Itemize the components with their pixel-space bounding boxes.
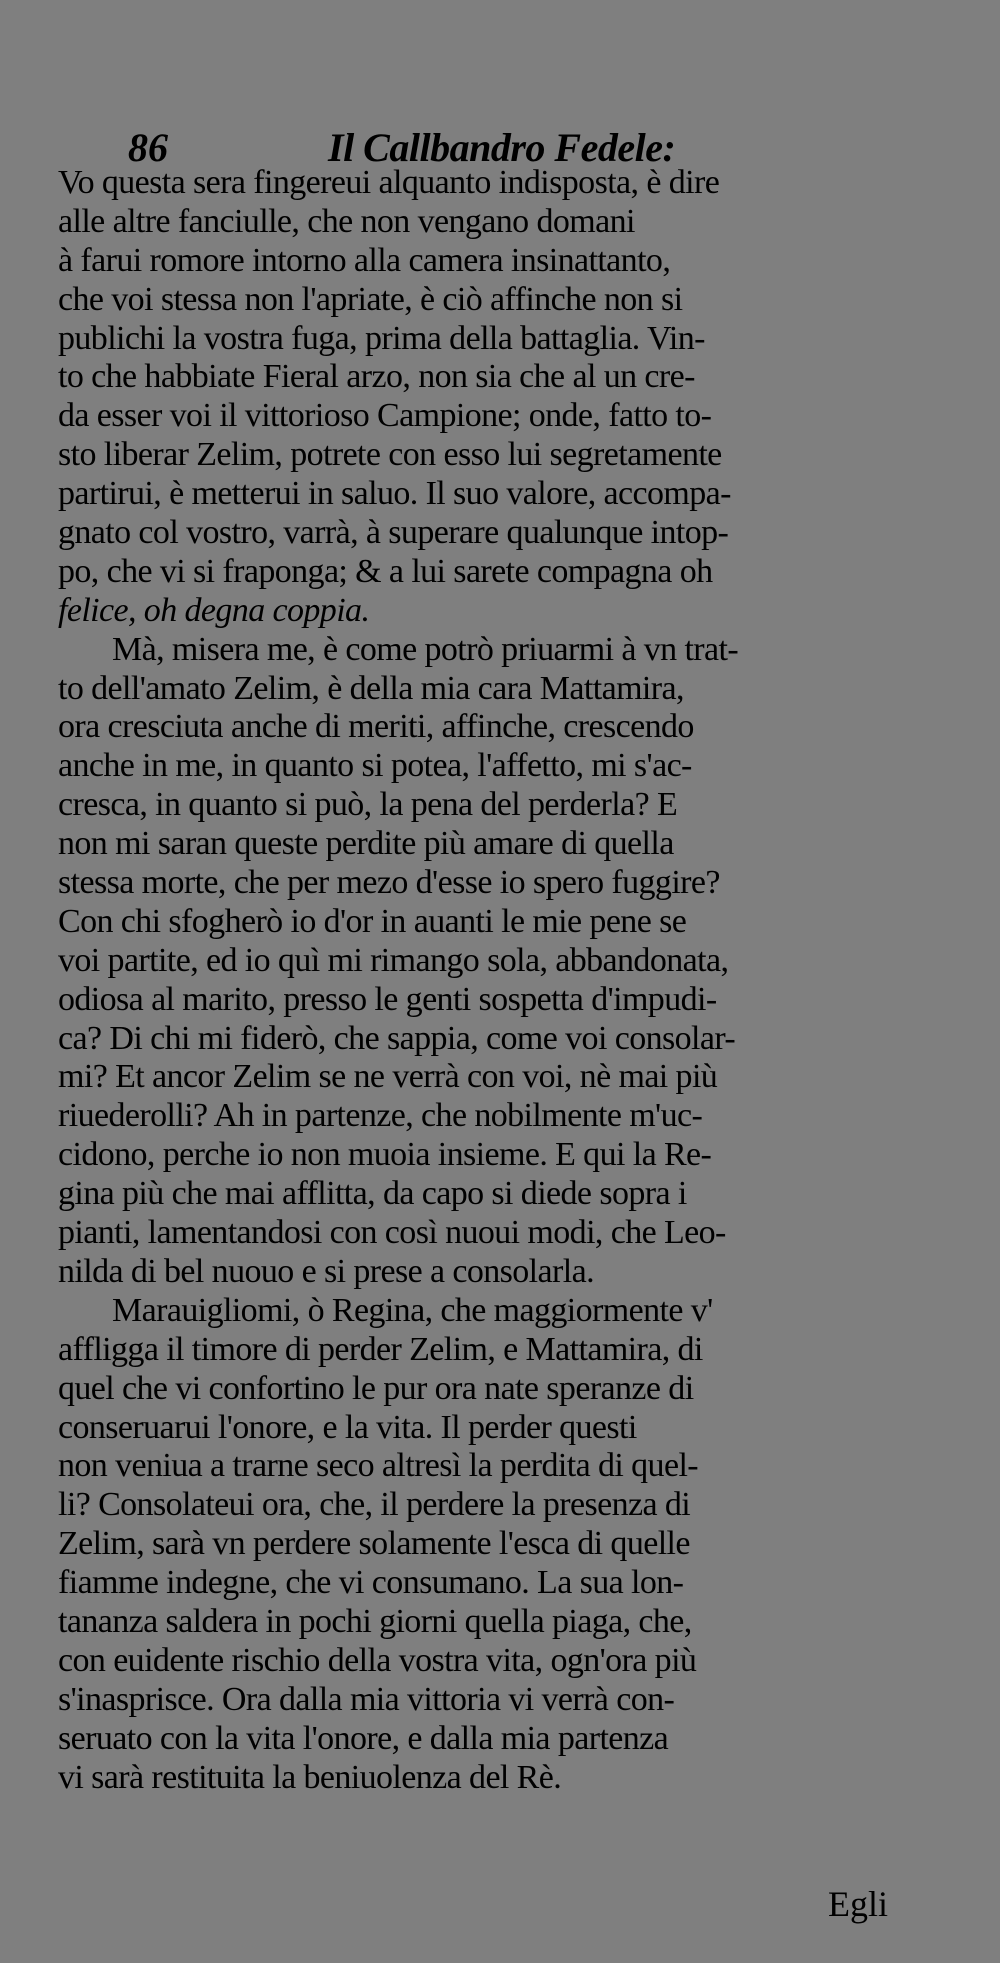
book-title: Il Callbandro Fedele: [328,125,676,170]
page-number: 86 [128,125,168,170]
text-line: tananza saldera in pochi giorni quella piaga, che, [58,1602,692,1640]
text-line: to dell'amato Zelim, è della mia cara Mattamira, [58,669,684,707]
text-line: quel che vi confortino le pur ora nate speranze di [58,1369,694,1407]
catchword: Egli [828,1884,888,1924]
text-line: che voi stessa non l'apriate, è ciò affinche non si [58,280,683,318]
text-line: publichi la vostra fuga, prima della battaglia. Vin- [58,319,705,357]
text-line: fiamme indegne, che vi consumano. La sua lon- [58,1564,684,1602]
text-line: gnato col vostro, varrà, à superare qualunque intop- [58,514,729,552]
text-line: à farui romore intorno alla camera insinattanto, [58,241,671,279]
text-line: pianti, lamentandosi con così nuoui modi, che Leo- [58,1214,726,1252]
text-line: mi? Et ancor Zelim se ne verrà con voi, nè mai più [58,1058,718,1096]
text-line: po, che vi si fraponga; & a lui sarete compagna oh [58,552,713,590]
text-body [58,164,953,1797]
text-line: ora cresciuta anche di meriti, affinche, crescendo [58,708,694,746]
text-line: cresca, in quanto si può, la pena del perderla? E [58,786,678,824]
text-line: con euidente rischio della vostra vita, ogn'ora più [58,1641,697,1679]
text-line: affligga il timore di perder Zelim, e Mattamira, di [58,1330,703,1368]
text-line: li? Consolateui ora, che, il perdere la presenza di [58,1486,691,1524]
text-line: anche in me, in quanto si potea, l'affetto, mi s'ac- [58,747,692,785]
text-line: vi sarà restituita la beniuolenza del Rè. [58,1758,562,1796]
text-line: alle altre fanciulle, che non vengano domani [58,202,635,240]
text-line: conseruarui l'onore, e la vita. Il perder questi [58,1408,637,1446]
text-line: stessa morte, che per mezo d'esse io spero fuggire? [58,864,720,902]
text-line: Zelim, sarà vn perdere solamente l'esca di quelle [58,1525,690,1563]
text-line: ca? Di chi mi fiderò, che sappia, come voi consolar- [58,1019,736,1057]
text-line: sto liberar Zelim, potrete con esso lui segretamente [58,436,722,474]
text-line: to che habbiate Fieral arzo, non sia che al un cre- [58,358,695,396]
paragraph-start-line: Mà, misera me, è come potrò priuarmi à vn trat- [112,630,739,668]
text-line: Con chi sfogherò io d'or in auanti le mie pene se [58,902,687,940]
text-line: non veniua a trarne seco altresì la perdita di quel- [58,1447,699,1485]
text-line: seruato con la vita l'onore, e dalla mia partenza [58,1719,669,1757]
text-line: gina più che mai afflitta, da capo si diede sopra i [58,1175,687,1213]
text-line: partirui, è metterui in saluo. Il suo valore, accompa- [58,475,731,513]
text-line: cidono, perche io non muoia insieme. E qui la Re- [58,1136,712,1174]
text-line: voi partite, ed io quì mi rimango sola, abbandonata, [58,941,729,979]
text-line: non mi saran queste perdite più amare di quella [58,825,674,863]
text-line: Vo questa sera fingereui alquanto indisposta, è dire [58,164,720,201]
text-line: odiosa al marito, presso le genti sospetta d'impudi- [58,980,717,1018]
text-line: da esser voi il vittorioso Campione; onde, fatto to- [58,397,712,435]
text-line: nilda di bel nuouo e si prese a consolarla. [58,1252,594,1290]
text-line: felice, oh degna coppia. [58,591,370,629]
paragraph-start-line: Marauigliomi, ò Regina, che maggiormente v' [112,1291,713,1329]
text-line: s'inasprisce. Ora dalla mia vittoria vi verrà con- [58,1680,675,1718]
text-line: riuederolli? Ah in partenze, che nobilmente m'uc- [58,1097,703,1135]
